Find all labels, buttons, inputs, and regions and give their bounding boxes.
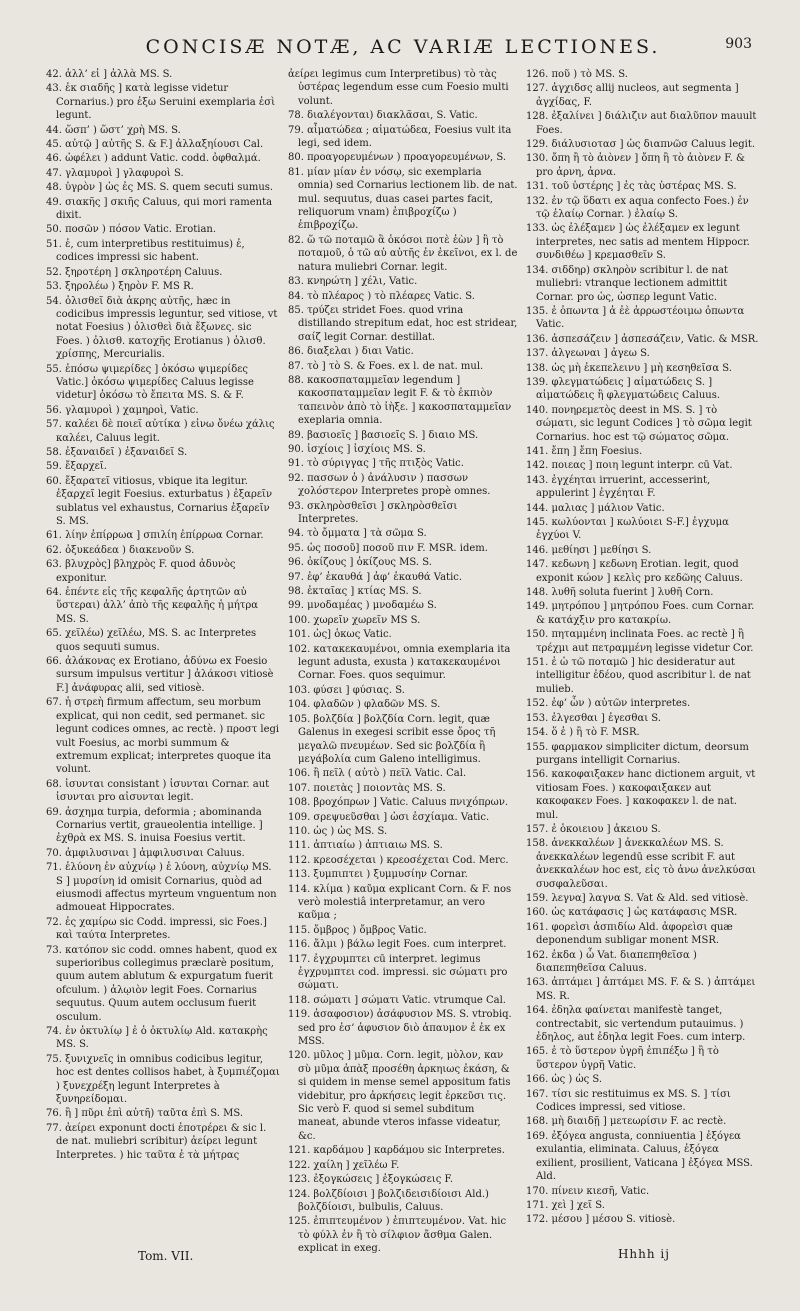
note-entry: 61. λίην ἐπίρρωα ] σπιλίη ἐπίρρωα Cornar. <box>46 530 264 542</box>
note-entry: 76. ἢ ] πῦρι ἐπὶ αὐτῆ) ταῦτα ἐπὶ S. MS. <box>46 1108 244 1120</box>
column-left <box>46 68 280 1257</box>
note-entry: 62. ὀξυκεάδεα ) διακενοῦν S. <box>46 544 195 556</box>
note-entry: 119. ἀσαφοσιον) ἀσάφυσιον MS. S. vtrobiq. sed pro ἐσ’ ἀφυσιον διὸ ἀπαυμον ἐ ἐκ ex MSS. <box>287 1009 512 1048</box>
note-entry: 144. μαλιας ] μάλιον Vatic. <box>526 502 665 514</box>
note-entry: 68. ἰσυνται consistant ) ἰσυνται Cornar. aut ἰσυνται pro αἰσυνται legit. <box>46 778 270 804</box>
text-columns <box>46 68 760 1257</box>
column-right <box>526 68 760 1257</box>
note-entry: 162. ἐκδα ) ὧ Vat. διαπεπηθεῖσα ) διαπεπηθεῖσα Caluus. <box>526 949 697 974</box>
note-entry: 81. μίαν μίαν ἐν νόσῳ, sic exemplaria omnia) sed Cornarius lectionem lib. de nat. mul. sequutus, duas casei partes facit, reliquorum vnam) ἐπιβροχίζω ) ἐπιβροχίζω. <box>287 166 518 232</box>
note-entry: 74. ἐν ὁκτυλίῳ ] ἐ ὁ ὀκτυλίῳ Ald. κατακρὴς MS. S. <box>46 1026 268 1051</box>
note-entry: 140. πονηρεμετὸς deest in MS. S. ] τὸ σώματι, sic legunt Codices ] τὸ σῶμα legit Cornarius. hoc est τῷ σώματος σῶμα. <box>526 404 752 443</box>
signature-mark: Hhhh ij <box>617 1247 670 1261</box>
note-entry: 141. ἔπη ] ἔπη Foesius. <box>526 445 643 457</box>
note-entry: 99. μνοδαμέας ) μνοδαμέω S. <box>287 600 437 612</box>
note-entry: 130. ὄπη ἢ τὸ ἀιὸνεν ] ὄπη ἢ τὸ ἀιὸνεν F. & pro ἀρνη, ἀρνα. <box>526 153 745 178</box>
note-entry: 58. ἐξαναιδεῖ ) ἐξαναιδεῖ S. <box>46 446 188 458</box>
note-entry: 77. ἀείρει exponunt docti ἐποτρέρει & sic l. de nat. muliebri scribitur) ἀείρει legunt Interpretes. ) hic ταῦτα ἐ τὰ μήτρας <box>46 1122 267 1161</box>
page-header <box>46 30 760 64</box>
note-entry: 110. ὡς ) ὡς MS. S. <box>287 825 388 837</box>
note-entry: 63. βλυχρὸς] βληχρὸς F. quod ἀδυνὸς exponitur. <box>46 559 236 584</box>
note-entry: 143. ἐγχέηται irruerint, accesserint, appulerint ] ἐγχέηται F. <box>526 474 711 500</box>
note-entry: 168. μὴ διαιδῇ ] μετεωρίσιν F. ac rectè. <box>526 1116 727 1128</box>
note-entry: 60. ἔξαρατεῖ vitiosus, vbique ita legitur. ἐξαρχεῖ legit Foesius. exturbatus ) ἐξαρεῖν sublatus vel exhaustus, Cornarius ἐξαρεῖν S. MS. <box>46 475 273 527</box>
note-entry: 51. ἐ, cum interpretibus restituimus) ἐ, codices impressi sic habent. <box>46 238 245 264</box>
note-entry: 90. ἰσχίοις ] ἰσχίοις MS. S. <box>287 443 426 455</box>
note-entry: 142. ποιεας ] ποιη legunt interpr. cū Vat. <box>526 460 733 472</box>
note-entry: 147. κεδωνη ] κεδωνη Erotian. legit, quod exponit κώον ] κελὶς pro κεδῶης Caluus. <box>526 559 743 584</box>
note-entry: 151. ἐ ὡ τῶ ποταμῶ ] hic desideratur aut intelligitur ἐδέου, quod ascribitur l. de nat mulieb. <box>526 657 751 695</box>
note-entry: 79. αἷματώδεα ; αἱματώδεα, Foesius vult ita legi, sed idem. <box>287 124 512 150</box>
note-entry: 43. ἐκ σιαδῆς ] κατὰ legisse videtur Cornarius.) pro ἐξω Seruini exemplaria ἐσὶ legunt. <box>46 83 276 122</box>
note-entry: 72. ἐς χαμίρω sic Codd. impressi, sic Foes.] καὶ ταύτα Interpretes. <box>46 916 267 942</box>
note-entry: 54. ὀλισθεῖ διὰ ἀκρης αὐτῆς, hæc in codicibus impressis leguntur, sed vitiose, vt notat Foesius ) ὀλισθεὶ διὰ ἔξωνες. sic Foes. ) ὀλισθ. κατοχῆς Erotianus ) ὀλισθ. χρίσπης, Mercurialis. <box>46 295 278 361</box>
note-entry: 121. καρδάμου ] καρδάμου sic Interpretes. <box>287 1145 505 1157</box>
note-entry: 92. πασσων ὁ ) ἀνάλυσιν ) πασσων χολόστερον Interpretes propè omnes. <box>287 472 491 498</box>
note-entry: 133. ὡς ἐλέξαμεν ] ὡς ἐλέξαμεν ex legunt interpretes, nec satis ad mentem Hippocr. συνδιθέω ] κρεμασθεῖν S. <box>526 223 750 262</box>
note-entry: 44. ὥσπ’ ) ὥστ’ χρὴ MS. S. <box>46 124 181 136</box>
running-head: CONCISÆ NOTÆ, AC VARIÆ LECTIONES. <box>145 36 661 58</box>
note-entry: 107. ποιετὰς ] ποιοντὰς MS. S. <box>287 782 446 794</box>
note-entry: 164. ἐδηλα φαίνεται manifestè tanget, contrectabit, sic vertendum putauimus. ) ἐδηλος, aut ἐδηλα legit Foes. cum interp. <box>526 1005 746 1044</box>
note-entry: 88. κακοσπαταμμεῖαν legendum ] κακοσπαταμμεῖαν legit F. & τὸ ἐκπιὸν ταπεινὸν ἀπὸ τὸ ἰὴξε. ] κακοσπαταμμεῖαν exeplaria omnia. <box>287 374 512 427</box>
note-entry: 100. χωρεῖν χωρεῖν MS S. <box>287 614 421 626</box>
note-entry: 154. ὅ ἐ ) ἢ τὸ F. MSR. <box>526 727 640 739</box>
note-entry: 85. τρύζει stridet Foes. quod vrina distillando strepitum edat, hoc est stridear, σαίζ legit Cornar. destillat. <box>287 304 518 343</box>
volume-label: Tom. VII. <box>138 1249 194 1263</box>
note-entry: 127. ἀγχιδσς allij nucleos, aut segmenta ] ἀγχίδας, F. <box>526 83 739 108</box>
note-entry: 108. βροχόπρων ] Vatic. Caluus πνιχόπρων. <box>287 797 509 809</box>
note-entry: 95. ὡς ποσοῦ] ποσοῦ πιν F. MSR. idem. <box>287 542 488 554</box>
note-entry: 93. σκληρὸσθεῖσι ] σκληρὸσθεῖσι Interpretes. <box>287 500 458 525</box>
note-entry: 84. τὸ πλέαρος ) τὸ πλέαρες Vatic. S. <box>287 290 475 302</box>
note-entry: 42. ἀλλ’ εἰ ] ἀλλὰ MS. S. <box>46 69 173 80</box>
note-entry: 94. τὸ ὄμματα ] τὰ σῶμα S. <box>287 528 427 540</box>
note-entry: 117. ἐγχρυμπτει cū interpret. legimus ἐγχρυμπτει cod. impressi. sic σώματι pro σώματι. <box>287 953 508 992</box>
note-entry: 132. ἐν τῷ ὕδατι ex aqua confecto Foes.) ἐν τῷ ἐλαίῳ Cornar. ) ἐλαίῳ S. <box>526 195 749 221</box>
note-entry: 131. τοῦ ὑστέρης ] ἐς τὰς ὑστέρας MS. S. <box>526 181 737 193</box>
note-entry: 165. ἐ τὸ ὕστερον ὑγρῆ ἐπιπέξω ] ἢ τὸ ὕστερον ὑγρῆ Vatic. <box>526 1046 719 1071</box>
note-entry: 47. γλαμυροὶ ] γλαφυροὶ S. <box>46 167 184 179</box>
note-entry: 71. ἐλύονη ἐν αὐχνίῳ ) ἐ λύονη, αὐχνίῳ MS. S ] μυρσίνη id omisit Cornarius, quòd ad eiusmodi affectus myrteum vnguentum non admoueat Hippocrates. <box>46 862 277 914</box>
note-entry: 155. φαρμακον simpliciter dictum, deorsum purgans intelligit Cornarius. <box>526 741 749 766</box>
note-entry: 103. φύσει ] φύσιας. S. <box>287 684 405 696</box>
note-entry: 73. κατόπον sic codd. omnes habent, quod ex superioribus collegimus præclarè positum, quum autem ablutum & expurgatum fuerit ofculum. ) ἀλῳιὸν legit Foes. Cornarius sequutus. Quum autem occlusum fuerit osculum. <box>46 944 278 1023</box>
note-entry: 46. ὠφέλει ) addunt Vatic. codd. ὀφθαλμά. <box>46 153 261 165</box>
note-entry: 157. ἐ ὁκοιειου ] ἀκειου S. <box>526 823 661 835</box>
note-entry: 148. λυθῆ soluta fuerint ] λυθῆ Corn. <box>526 587 714 599</box>
note-entry: 166. ὡς ) ὡς S. <box>526 1074 603 1086</box>
note-entry: 129. διάλυσιοτασ ] ὡς διαπνῶσ Caluus legit. <box>526 139 756 151</box>
note-entry: 134. σιδδηρ) σκληρὸν scribitur l. de nat muliebri: vtranque lectionem admittit Cornar. pro ὡς, ὡσπερ legunt Vatic. <box>526 264 728 303</box>
note-entry: 124. βολζδίοισι ] βολζιδεισιδίοισι Ald.) βολζδίοισι, bulbulis, Caluus. <box>287 1188 489 1213</box>
note-entry: 138. ὡς μὴ ἐκεπελεινυ ] μὴ κεσηθεῖσα S. <box>526 362 732 374</box>
note-entry: 55. ἐπόσω ψιμερίδες ] ὀκόσω ψιμερίδες Vatic.] ὀκόσω ψιμερίδες Caluus legisse videtur] ὀκόσω τὸ ἔπειτα MS. S. & F. <box>46 363 254 402</box>
note-entry: 87. τὸ ] τὸ S. & Foes. ex l. de nat. mul. <box>287 360 484 372</box>
note-entry: 96. ὀκίζους ] ὀκίζους MS. S. <box>287 557 432 569</box>
note-entry: 109. σρεψυεῦσθαι ] ὡσι ἐσχίαμα. Vatic. <box>287 811 490 823</box>
note-entry: 49. σιακῆς ] σκιῆς Caluus, qui mori ramenta dixit. <box>46 196 273 222</box>
note-entry: 159. λεγνα] λαγνα S. Vat & Ald. sed vitiosè. <box>526 892 749 904</box>
note-entry: 160. ὡς κατάφασις ] ὡς κατάφασις MSR. <box>526 907 738 919</box>
note-entry: 66. ἀλάκονας ex Erotiano, ἀδύνω ex Foesio sursum impulsus vertitur ] ἀλάκοσι vitiosè F.] ἀνάφυρας alii, sed vitiosè. <box>46 656 274 694</box>
note-entry: 150. πηταμμένη inclinata Foes. ac rectè ] ἢ τρέχμι aut πετραμμένη legisse videtur Cor. <box>526 629 754 654</box>
note-entry: 116. ἄλμι ) βάλω legit Foes. cum interpret. <box>287 939 507 951</box>
note-entry: 135. ἐ ὀπωντα ] ἀ ἐὲ ἀρρωστέοιμω ὀπωντα Vatic. <box>526 305 745 331</box>
note-entry: 149. μητρόπου ] μητρόπου Foes. cum Cornar. & κατάχξιν pro κατακρίω. <box>526 601 755 626</box>
note-entry: 172. μέσου ] μέσου S. vitiosè. <box>526 1214 676 1226</box>
note-entry: 137. ἀλγεωναι ] ἀγεω S. <box>526 348 650 360</box>
note-entry: 101. ὡς] ὁκως Vatic. <box>287 629 392 641</box>
note-entry: 48. ὑγρὸν ] ὡς ἐς MS. S. quem secuti sumus. <box>46 182 274 194</box>
note-entry: 57. καλέει δὲ ποιεῖ αὐτίκα ) εἰνω ὄνέω χάλις καλέει, Caluus legit. <box>46 419 275 444</box>
page-number: 903 <box>725 36 752 52</box>
note-entry: 70. ἀμφιλυσιναι ] ἀμφιλυσιναι Caluus. <box>46 847 245 859</box>
note-entry: 52. ξηροτέρη ] σκληροτέρη Caluus. <box>46 266 223 278</box>
note-entry: 128. ἐξαλίνει ] διάλιζιν aut διαλῦπον mauult Foes. <box>526 111 757 136</box>
note-entry: 98. ἐκταῖας ] κτίας MS. S. <box>287 586 422 598</box>
note-entry: 91. τὸ σύριγγας ] τῆς πτιξὸς Vatic. <box>287 458 464 470</box>
note-entry: 111. ἀπτιαίω ) ἀπτιαιω MS. S. <box>287 840 443 852</box>
note-entry: 69. ἀσχημα turpia, deformia ; abominanda Cornarius vertit, graueolentia intellige. ] ἐχθρὰ ex MS. S. inuisa Foesius vertit. <box>46 806 263 845</box>
note-entry: 167. τίσι sic restituimus ex MS. S. ] τίσι Codices impressi, sed vitiose. <box>526 1088 731 1114</box>
note-entry: 146. μεθίησι ] μεθίησι S. <box>526 544 652 556</box>
note-entry: 56. γλαμυροὶ ) χαμηροὶ, Vatic. <box>46 404 199 416</box>
note-entry: 158. ἀνεκκαλέων ] ἀνεκκαλέων MS. S. ἀνεκκαλέων legendū esse scribit F. aut ἀνεκκαλέων hoc est, εἰς τὸ ἀνω ἀνελκύσαι συσφαλεῦσαι. <box>526 838 756 890</box>
note-entry: 75. ξυνιχνεῖς in omnibus codicibus legitur, hoc est dentes collisos habet, à ξυμπιέζομαι ) ξυνεχρέξη legunt Interpretes à ξυνηρείδομαι. <box>46 1053 280 1106</box>
note-entry: 139. φλεγματώδεις ] αἱματώδεις S. ] αἱματώδεις ἢ φλεγματώδεις Caluus. <box>526 376 721 402</box>
note-entry: 126. ποῦ ) τὸ MS. S. <box>526 69 628 80</box>
note-entry: 122. χαίλη ] χεῖλέω F. <box>287 1159 400 1171</box>
note-entry: 161. φορεὶσι ἀσπιδίω Ald. ἀφορεὶσι quæ deponendum subligar monent MSR. <box>526 921 733 947</box>
note-entry: 123. ἐξογκώσεις ] ἐξογκώσεις F. <box>287 1174 454 1186</box>
note-entry: 125. ἐπιπτευμένον ) ἐπιπτευμένον. Vat. hic τὸ φύλλ ἐν ἢ τὸ σίλφιον ἄσθμα Galen. explicat in exeg. <box>287 1216 507 1255</box>
note-entry: 153. ἐλγεσθαι ] ἐγεσθαι S. <box>526 712 661 724</box>
note-entry: 106. ἢ πεῖλ ( αὐτὸ ) πεῖλ Vatic. Cal. <box>287 768 467 780</box>
note-entry: 53. ξηρολέω ) ξηρὸν F. MS R. <box>46 281 194 293</box>
note-entry: 83. κνηρώτη ] χέλι, Vatic. <box>287 276 418 288</box>
note-entry: 170. πίνειν κιεσῆ, Vatic. <box>526 1185 650 1197</box>
note-entry: 64. ἐπέντε εἰς τῆς κεφαλῆς ἀρτητῶν αὐ ὕστεραι) ἀλλ’ ἀπὸ τῆς κεφαλῆς ἡ μήτρα MS. S. <box>46 587 258 625</box>
note-entry: 114. κλίμα ) καῦμα explicant Corn. & F. nos verò molestiâ interpretamur, an vero καῦμα ; <box>287 883 512 922</box>
column-middle <box>288 68 518 1257</box>
note-entry: 82. ὥ τῶ ποταμῶ ἃ ὁκόσοι ποτὲ ἐὼν ] ἢ τὸ ποταμοῦ, ὁ τῶ αὐ αὐτῆς ἐν ἐκεῖνοι, ex l. de natura muliebri Cornar. legit. <box>287 234 518 273</box>
note-entry: 120. μῦλος ] μῦμα. Corn. legit, μὸλον, καν σὺ μῦμα ἀπὰξ προσέθη ἀρκηιως ἐκάση, & si quidem in mense semel appositum fatis videbitur, pro ἀρκήσεις legit ἐρκεῦσι τις. Sic verò F. quod si semel subditum maneat, abunde vteros infasse videatur, &c. <box>287 1050 511 1142</box>
note-entry: 86. διαξελαι ) διαι Vatic. <box>287 346 414 358</box>
note-entry: 104. φλαδῶν ) φλαδῶν MS. S. <box>287 699 441 711</box>
note-entry: 115. ὄμβρος ) ὄμβρος Vatic. <box>287 924 427 936</box>
note-entry: 136. ἀσπεσάζειν ] ἀσπεσάζειν, Vatic. & MSR. <box>526 333 759 345</box>
note-entry: 59. ἔξαρχεῖ. <box>46 461 107 473</box>
note-entry: ἀείρει legimus cum Interpretibus) τὸ τὰς ὑστέρας legendum esse cum Foesio multi volunt. <box>287 69 509 107</box>
note-entry: 163. ἀπτάμει ] ἀπτάμει MS. F. & S. ) ἀπτάμει MS. R. <box>526 977 756 1002</box>
note-entry: 105. βολζδία ] βολζδία Corn. legit, quæ Galenus in exegesi scribit esse ὄρος τῆ μεγαλῶ πνευμέων. Sed sic βολζδία ἢ μεγάβολία cum Galeno intelligimus. <box>287 713 496 765</box>
note-entry: 113. ξυμπιπτει ) ξυμμυσίην Cornar. <box>287 869 468 881</box>
note-entry: 50. ποσῶν ) πόσον Vatic. Erotian. <box>46 224 217 236</box>
note-entry: 89. βασιοεῖς ] βασιοεῖς S. ] διαιο MS. <box>287 429 479 441</box>
note-entry: 156. κακοφαιξακεν hanc dictionem arguit, vt vitiosam Foes. ) κακοφαιξακεν aut κακοφακεν Foes. ] κακοφακεν l. de nat. mul. <box>526 769 756 821</box>
note-entry: 152. ἐφ’ ὧν ) αὐτῶν interpretes. <box>526 698 691 710</box>
note-entry: 97. ἐφ’ ἐκαυθά ] ἀφ’ ἐκαυθά Vatic. <box>287 571 463 583</box>
note-entry: 78. διαλέγονται) διακλᾶσαι, S. Vatic. <box>287 110 478 122</box>
note-entry: 112. κρεοσέχεται ) κρεοσέχεται Cod. Merc. <box>287 854 509 866</box>
note-entry: 145. κωλύονται ] κωλύοιει S-F.] ἐγχυμα ἐγχύοι V. <box>526 517 729 542</box>
note-entry: 169. ἐξόγεα angusta, conniuentia ] ἐξόγεα exulantia, eliminata. Caluus, ἐξόγεα exilient, prosilient, Vaticana ] ἐξόγεα MSS. Ald. <box>526 1130 753 1183</box>
note-entry: 171. χεὶ ] χεῖ S. <box>526 1199 605 1211</box>
note-entry: 65. χεῖλέω) χεῖλέω, MS. S. ac Interpretes quos sequuti sumus. <box>46 628 257 653</box>
note-entry: 45. αὐτῷ ] αὐτῆς S. & F.] ἀλλαξηίουσι Cal. <box>46 139 264 151</box>
note-entry: 102. κατακεκαυμένοι, omnia exemplaria ita legunt adusta, exusta ) κατακεκαυμένοι Cornar. Foes. quos sequimur. <box>287 643 511 682</box>
note-entry: 118. σώματι ] σώματι Vatic. vtrumque Cal. <box>287 994 506 1006</box>
note-entry: 67. ἡ στρεὴ firmum affectum, seu morbum explicat, qui non cedit, sed permanet. sic legunt codices omnes, ac rectè. ) προστ legi vult Foesius, ac morbi summum & extremum explicat; interpretes quoque ita volunt. <box>46 697 280 776</box>
note-entry: 80. προαγορευμένων ) προαγορευμένων, S. <box>287 152 507 164</box>
